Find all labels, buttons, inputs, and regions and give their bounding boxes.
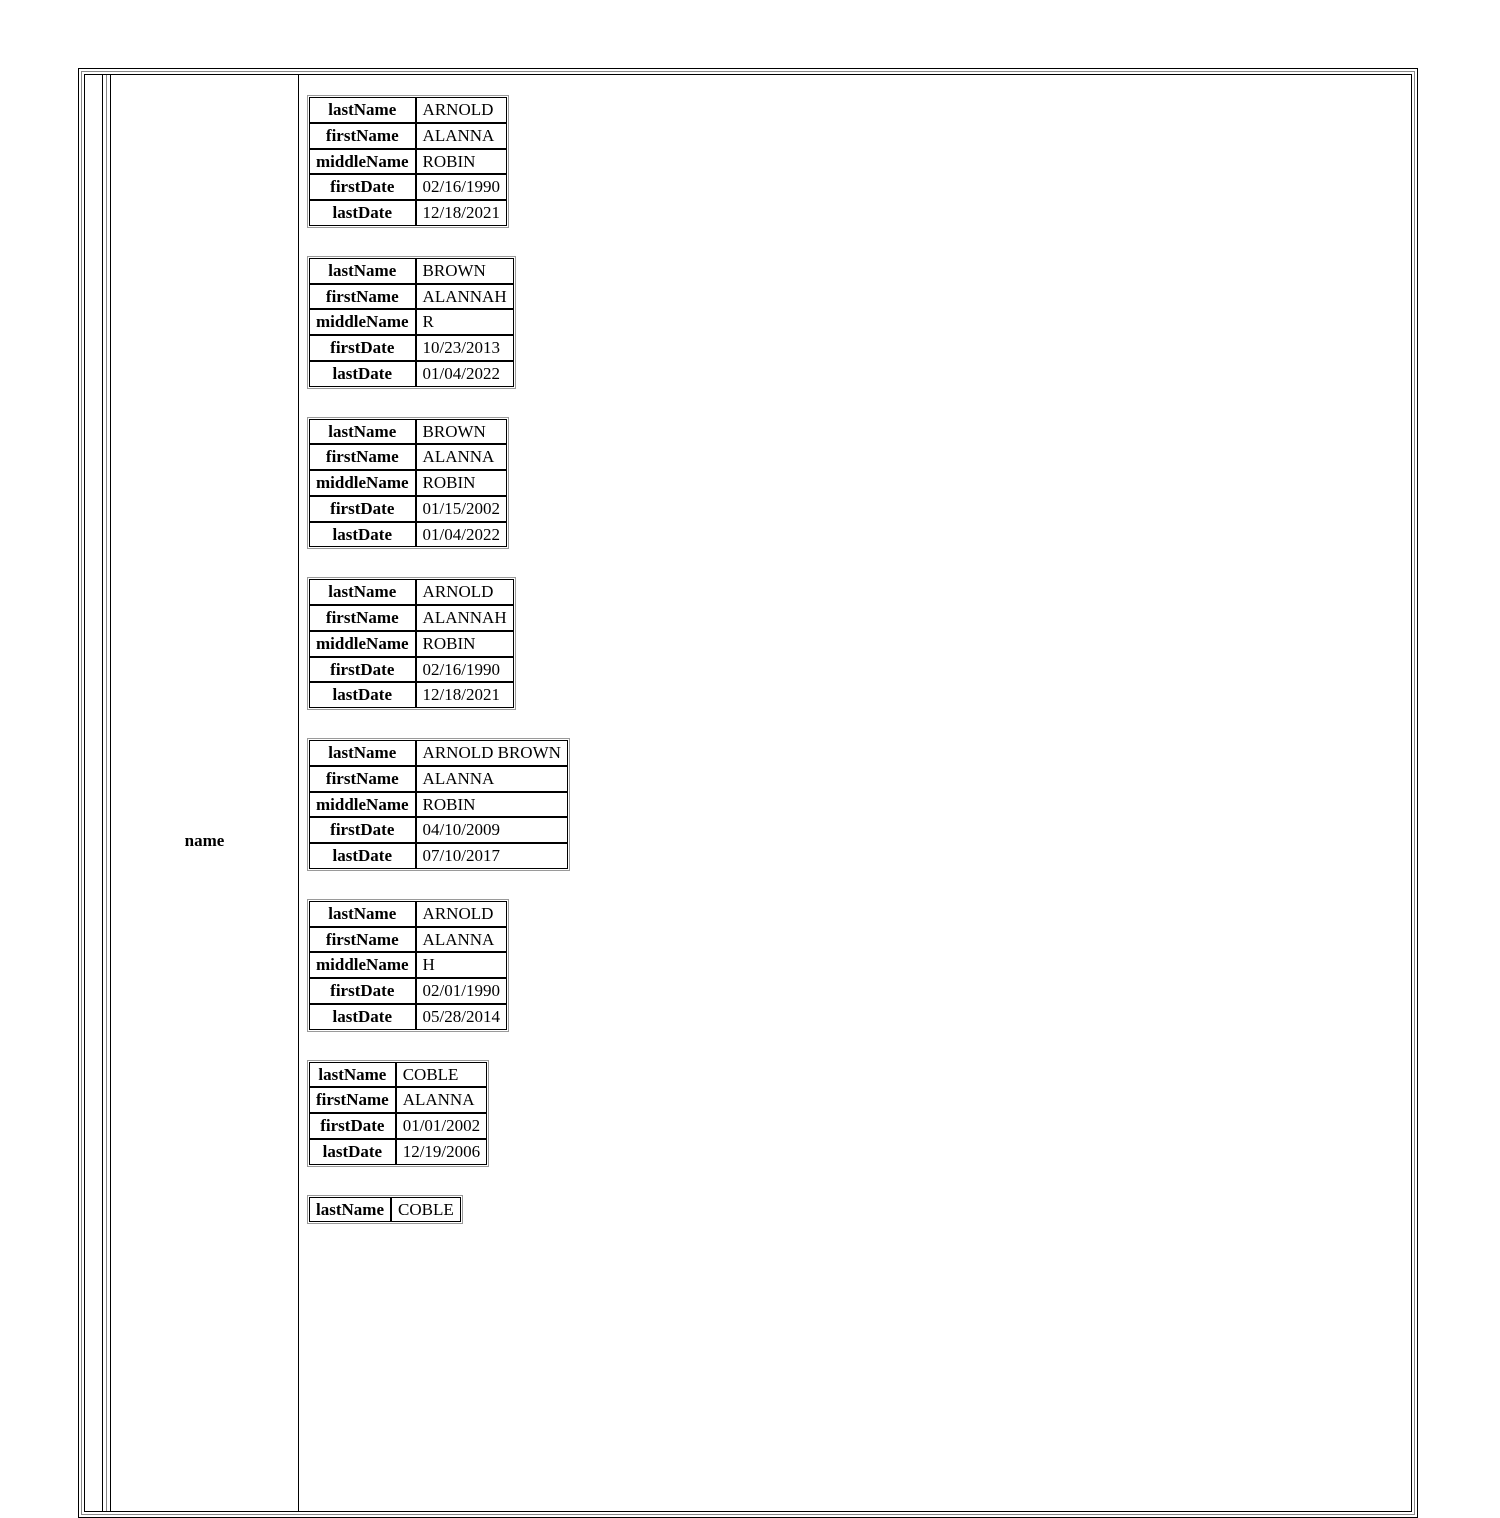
name-record: [307, 577, 516, 710]
table-row: [309, 174, 507, 200]
table-row: [309, 496, 507, 522]
field-value: BROWN: [416, 419, 507, 445]
table-row: [309, 200, 507, 226]
field-key: lastDate: [309, 843, 416, 869]
name-record-block: [307, 417, 1411, 578]
field-value: COBLE: [396, 1062, 487, 1088]
table-row: [309, 682, 514, 708]
field-key: firstName: [309, 605, 416, 631]
table-row: [309, 1087, 487, 1113]
name-record-block: [307, 1060, 1411, 1195]
table-row: [309, 605, 514, 631]
name-record-table: [309, 1197, 461, 1223]
field-value: BROWN: [416, 258, 514, 284]
field-key: firstDate: [309, 817, 416, 843]
name-record-table: [309, 97, 507, 226]
field-key: firstDate: [309, 1113, 396, 1139]
left-gutter-column: [85, 75, 103, 1511]
table-row: [309, 901, 507, 927]
records-container: [299, 75, 1411, 1511]
field-key: middleName: [309, 149, 416, 175]
field-key: middleName: [309, 309, 416, 335]
field-key: lastName: [309, 579, 416, 605]
field-key: middleName: [309, 631, 416, 657]
name-record: [307, 417, 509, 550]
table-row: [309, 631, 514, 657]
field-value: ALANNAH: [416, 284, 514, 310]
field-value: ALANNA: [396, 1087, 487, 1113]
row-label: name: [184, 831, 225, 850]
field-value: ARNOLD BROWN: [416, 740, 568, 766]
table-row: [309, 1139, 487, 1165]
field-key: lastName: [309, 419, 416, 445]
name-record-table: [309, 258, 514, 387]
field-value: ARNOLD: [416, 579, 514, 605]
field-key: lastDate: [309, 1004, 416, 1030]
field-key: lastName: [309, 258, 416, 284]
field-key: lastName: [309, 97, 416, 123]
table-row: [309, 1004, 507, 1030]
document-mid-frame: [81, 71, 1415, 1515]
table-row: [309, 740, 568, 766]
field-key: lastDate: [309, 200, 416, 226]
field-value: 07/10/2017: [416, 843, 568, 869]
field-value: 02/16/1990: [416, 657, 514, 683]
field-value: ROBIN: [416, 792, 568, 818]
name-record-block: [307, 899, 1411, 1060]
field-value: ALANNA: [416, 927, 507, 953]
field-value: 05/28/2014: [416, 1004, 507, 1030]
name-record-table: [309, 740, 568, 869]
table-row: [309, 766, 568, 792]
name-record-table: [309, 579, 514, 708]
name-record-block: [307, 256, 1411, 417]
name-record: [307, 95, 509, 228]
table-row: [309, 579, 514, 605]
name-record: [307, 256, 516, 389]
name-record-block: [307, 738, 1411, 899]
table-row: [309, 1113, 487, 1139]
table-row: [309, 470, 507, 496]
table-row: [309, 978, 507, 1004]
table-row: [309, 817, 568, 843]
field-value: 12/18/2021: [416, 682, 514, 708]
document-inner-frame: [84, 74, 1412, 1512]
field-key: lastName: [309, 740, 416, 766]
field-value: ARNOLD: [416, 901, 507, 927]
field-key: lastName: [309, 1197, 391, 1223]
table-row: [309, 522, 507, 548]
field-key: firstDate: [309, 496, 416, 522]
table-row: [309, 309, 514, 335]
field-value: 10/23/2013: [416, 335, 514, 361]
table-row: [309, 149, 507, 175]
field-value: COBLE: [391, 1197, 461, 1223]
field-value: 01/04/2022: [416, 522, 507, 548]
name-record-table: [309, 419, 507, 548]
field-value: 02/16/1990: [416, 174, 507, 200]
field-key: lastName: [309, 901, 416, 927]
document-outer-frame: [78, 68, 1418, 1518]
field-key: firstDate: [309, 335, 416, 361]
field-key: firstName: [309, 284, 416, 310]
field-key: firstName: [309, 1087, 396, 1113]
field-value: 02/01/1990: [416, 978, 507, 1004]
table-row: [309, 792, 568, 818]
field-key: firstDate: [309, 978, 416, 1004]
field-value: ALANNA: [416, 123, 507, 149]
field-value: 01/01/2002: [396, 1113, 487, 1139]
table-row: [309, 657, 514, 683]
field-key: lastDate: [309, 1139, 396, 1165]
field-value: 04/10/2009: [416, 817, 568, 843]
name-record-table: [309, 1062, 487, 1165]
field-key: firstName: [309, 123, 416, 149]
table-row: [309, 123, 507, 149]
field-value: H: [416, 952, 507, 978]
field-key: middleName: [309, 470, 416, 496]
field-key: lastName: [309, 1062, 396, 1088]
row-label-column: [111, 75, 299, 1511]
table-row: [309, 97, 507, 123]
table-row: [309, 284, 514, 310]
table-row: [309, 1197, 461, 1223]
name-record: [307, 738, 570, 871]
name-record: [307, 1195, 463, 1225]
name-record-table: [309, 901, 507, 1030]
field-value: ROBIN: [416, 631, 514, 657]
field-value: R: [416, 309, 514, 335]
table-row: [309, 335, 514, 361]
field-key: middleName: [309, 952, 416, 978]
table-row: [309, 444, 507, 470]
name-record-block: [307, 577, 1411, 738]
table-row: [309, 952, 507, 978]
field-value: ROBIN: [416, 149, 507, 175]
field-key: firstDate: [309, 657, 416, 683]
field-value: 01/15/2002: [416, 496, 507, 522]
field-key: firstName: [309, 927, 416, 953]
field-key: firstDate: [309, 174, 416, 200]
name-record-block: [307, 95, 1411, 256]
table-row: [309, 419, 507, 445]
field-key: lastDate: [309, 361, 416, 387]
field-value: ALANNAH: [416, 605, 514, 631]
field-key: lastDate: [309, 682, 416, 708]
table-row: [309, 258, 514, 284]
field-value: 01/04/2022: [416, 361, 514, 387]
field-value: ROBIN: [416, 470, 507, 496]
name-record-block: [307, 1195, 1411, 1253]
name-record: [307, 1060, 489, 1167]
table-row: [309, 361, 514, 387]
table-row: [309, 927, 507, 953]
field-value: ALANNA: [416, 766, 568, 792]
field-key: firstName: [309, 766, 416, 792]
table-row: [309, 1062, 487, 1088]
field-key: lastDate: [309, 522, 416, 548]
table-row: [309, 843, 568, 869]
field-value: ALANNA: [416, 444, 507, 470]
name-record: [307, 899, 509, 1032]
field-key: firstName: [309, 444, 416, 470]
field-value: ARNOLD: [416, 97, 507, 123]
field-value: 12/18/2021: [416, 200, 507, 226]
field-value: 12/19/2006: [396, 1139, 487, 1165]
field-key: middleName: [309, 792, 416, 818]
